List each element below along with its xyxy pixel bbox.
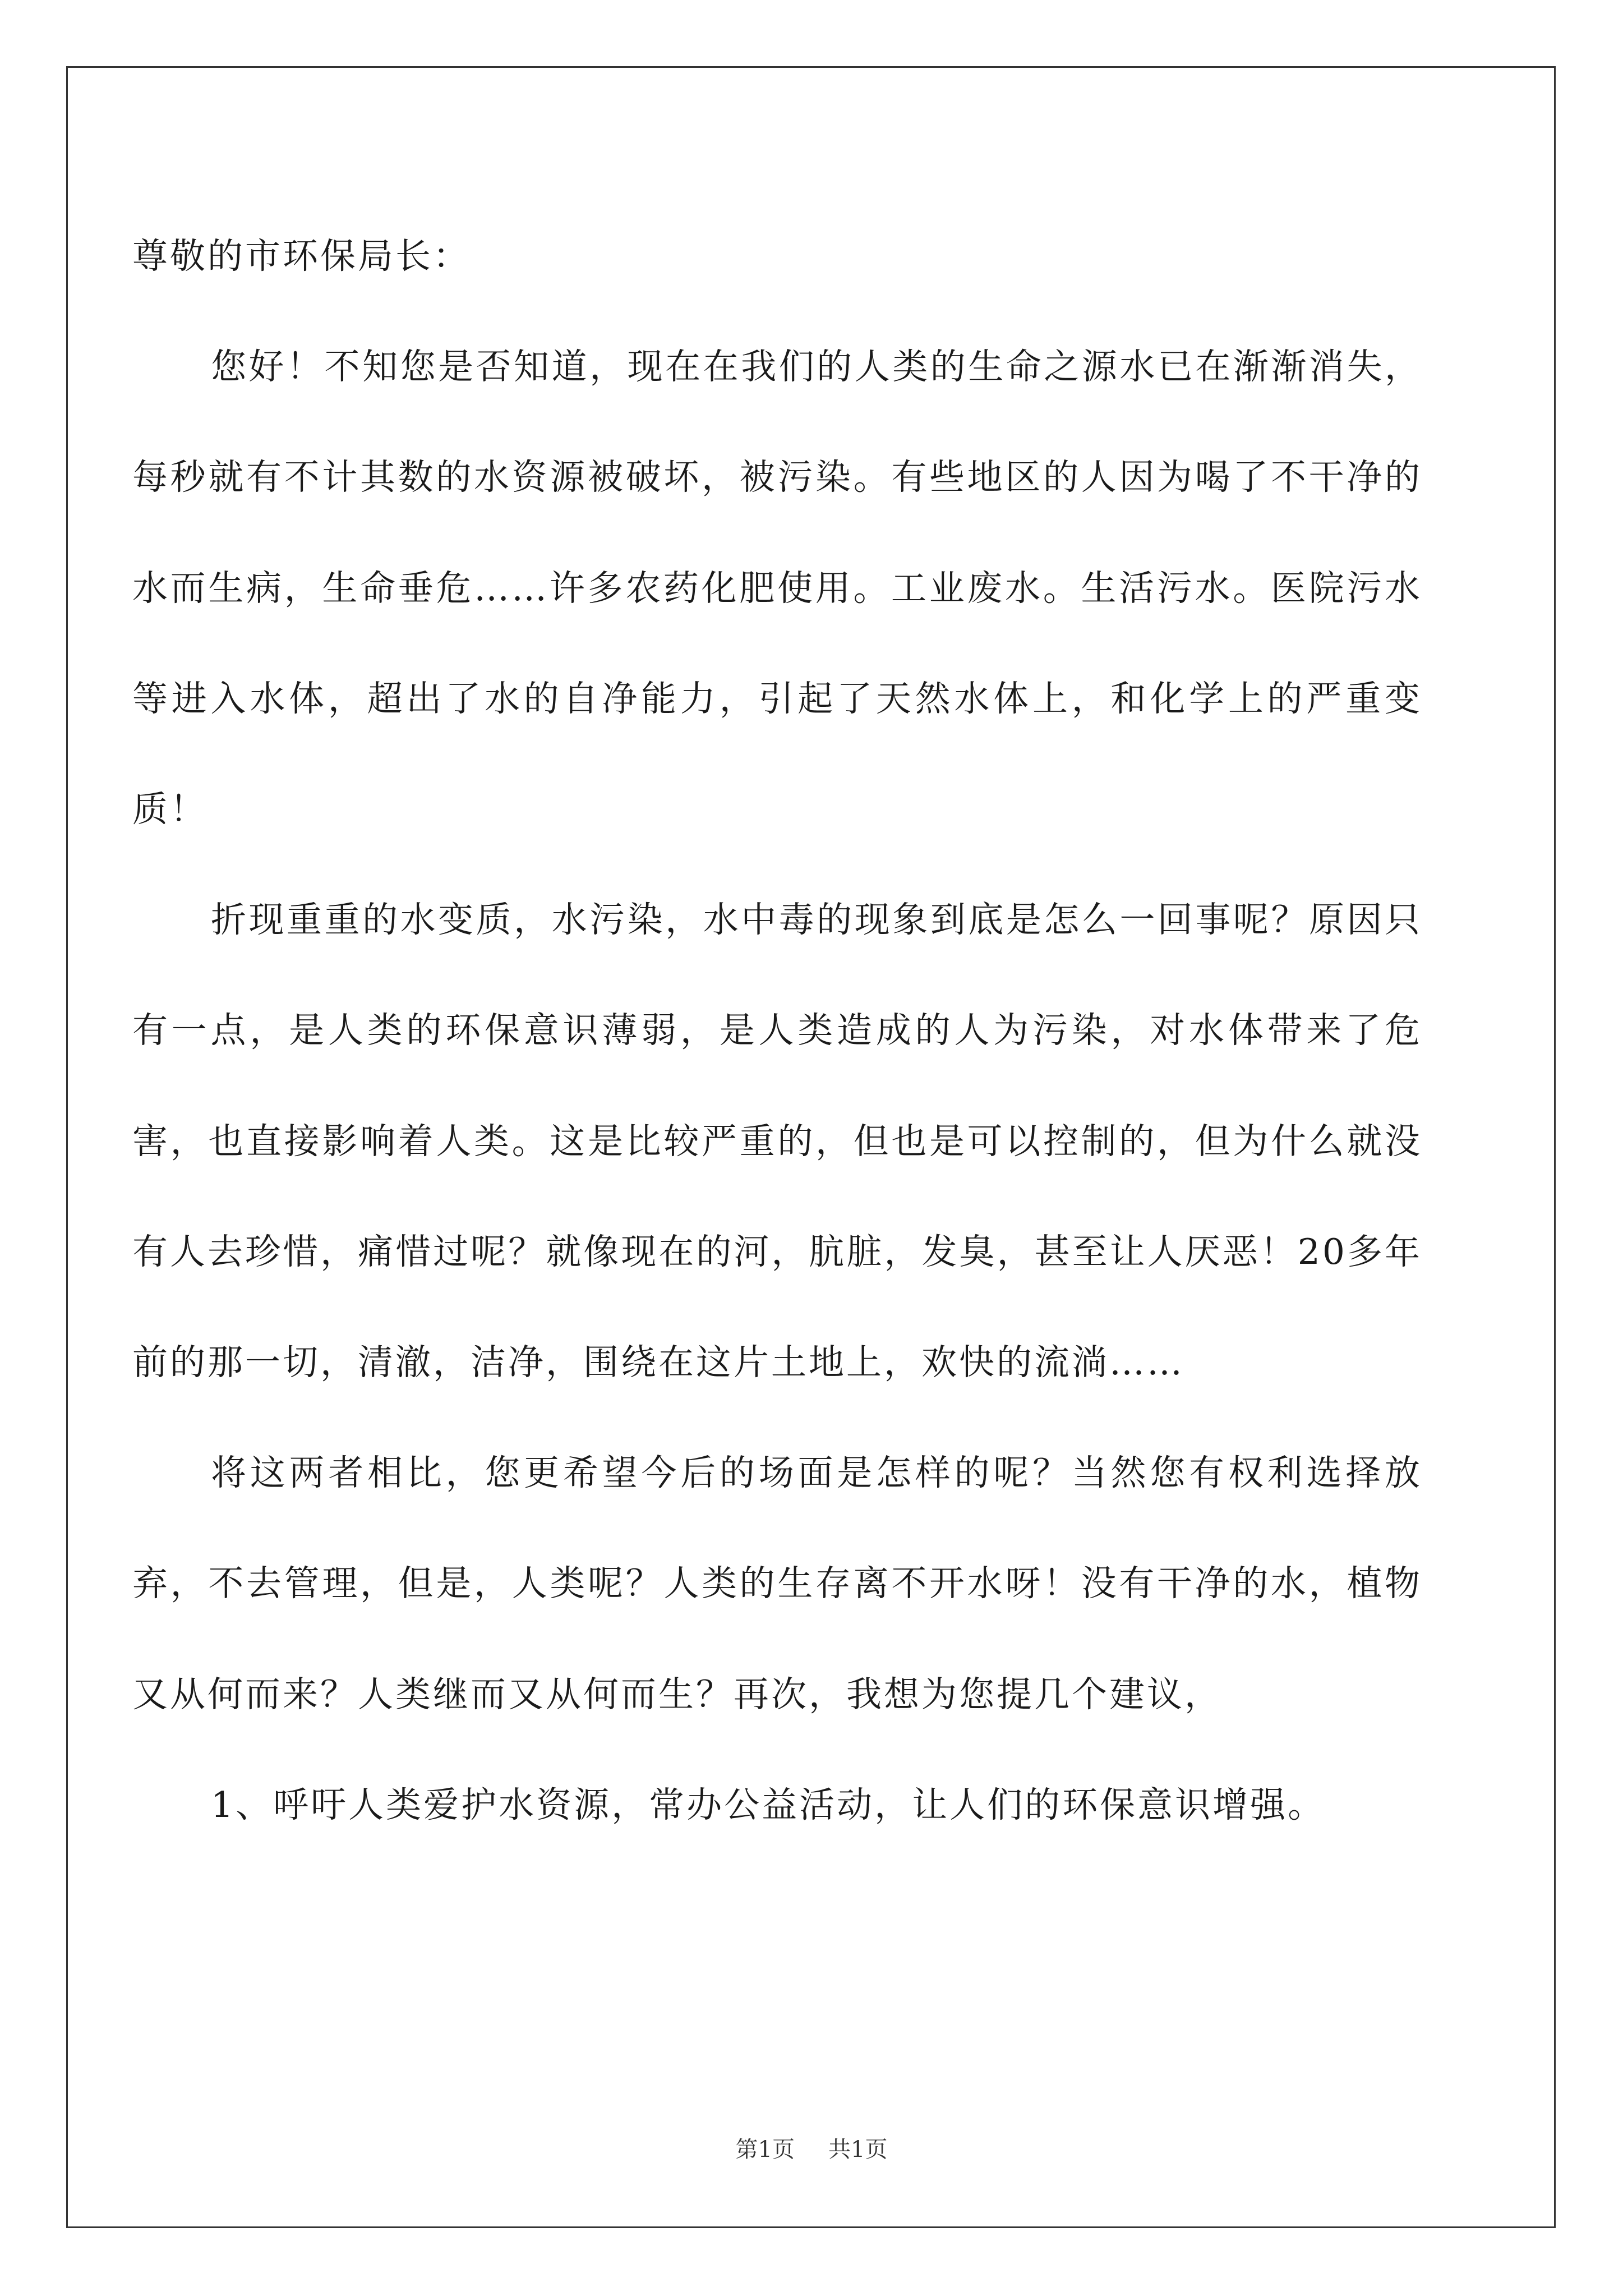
salutation: 尊敬的市环保局长：: [132, 236, 471, 277]
document-body: [132, 201, 1422, 1860]
page-total: 共1页: [828, 2137, 888, 2162]
paragraph-3: 将这两者相比，您更希望今后的场面是怎样的呢？当然您有权利选择放弃，不去管理，但是，人类呢？人类的生存离不开水呀！没有干净的水，植物又从何而来？人类继而又从何而生？再次，我想为您提几个建议，: [132, 1452, 1422, 1715]
paragraph-1: 您好！不知您是否知道，现在在我们的人类的生命之源水已在渐渐消失，每秒就有不计其数的水资源被破坏，被污染。有些地区的人因为喝了不干净的水而生病，生命垂危……许多农药化肥使用。工业废水。生活污水。医院污水等进入水体，超出了水的自净能力，引起了天然水体上，和化学上的严重变质！: [132, 346, 1422, 830]
paragraph-4: 1、呼吁人类爱护水资源，常办公益活动，让人们的环保意识增强。: [211, 1784, 1326, 1825]
paragraph-2: 折现重重的水变质，水污染，水中毒的现象到底是怎么一回事呢？原因只有一点，是人类的环保意识薄弱，是人类造成的人为污染，对水体带来了危害，也直接影响着人类。这是比较严重的，但也是可以控制的，但为什么就没有人去珍惜，痛惜过呢？就像现在的河，肮脏，发臭，甚至让人厌恶！20多年前的那一切，清澈，洁净，围绕在这片土地上，欢快的流淌……: [132, 899, 1422, 1383]
page-footer: [0, 2133, 1623, 2166]
page-number: 第1页: [735, 2137, 795, 2162]
